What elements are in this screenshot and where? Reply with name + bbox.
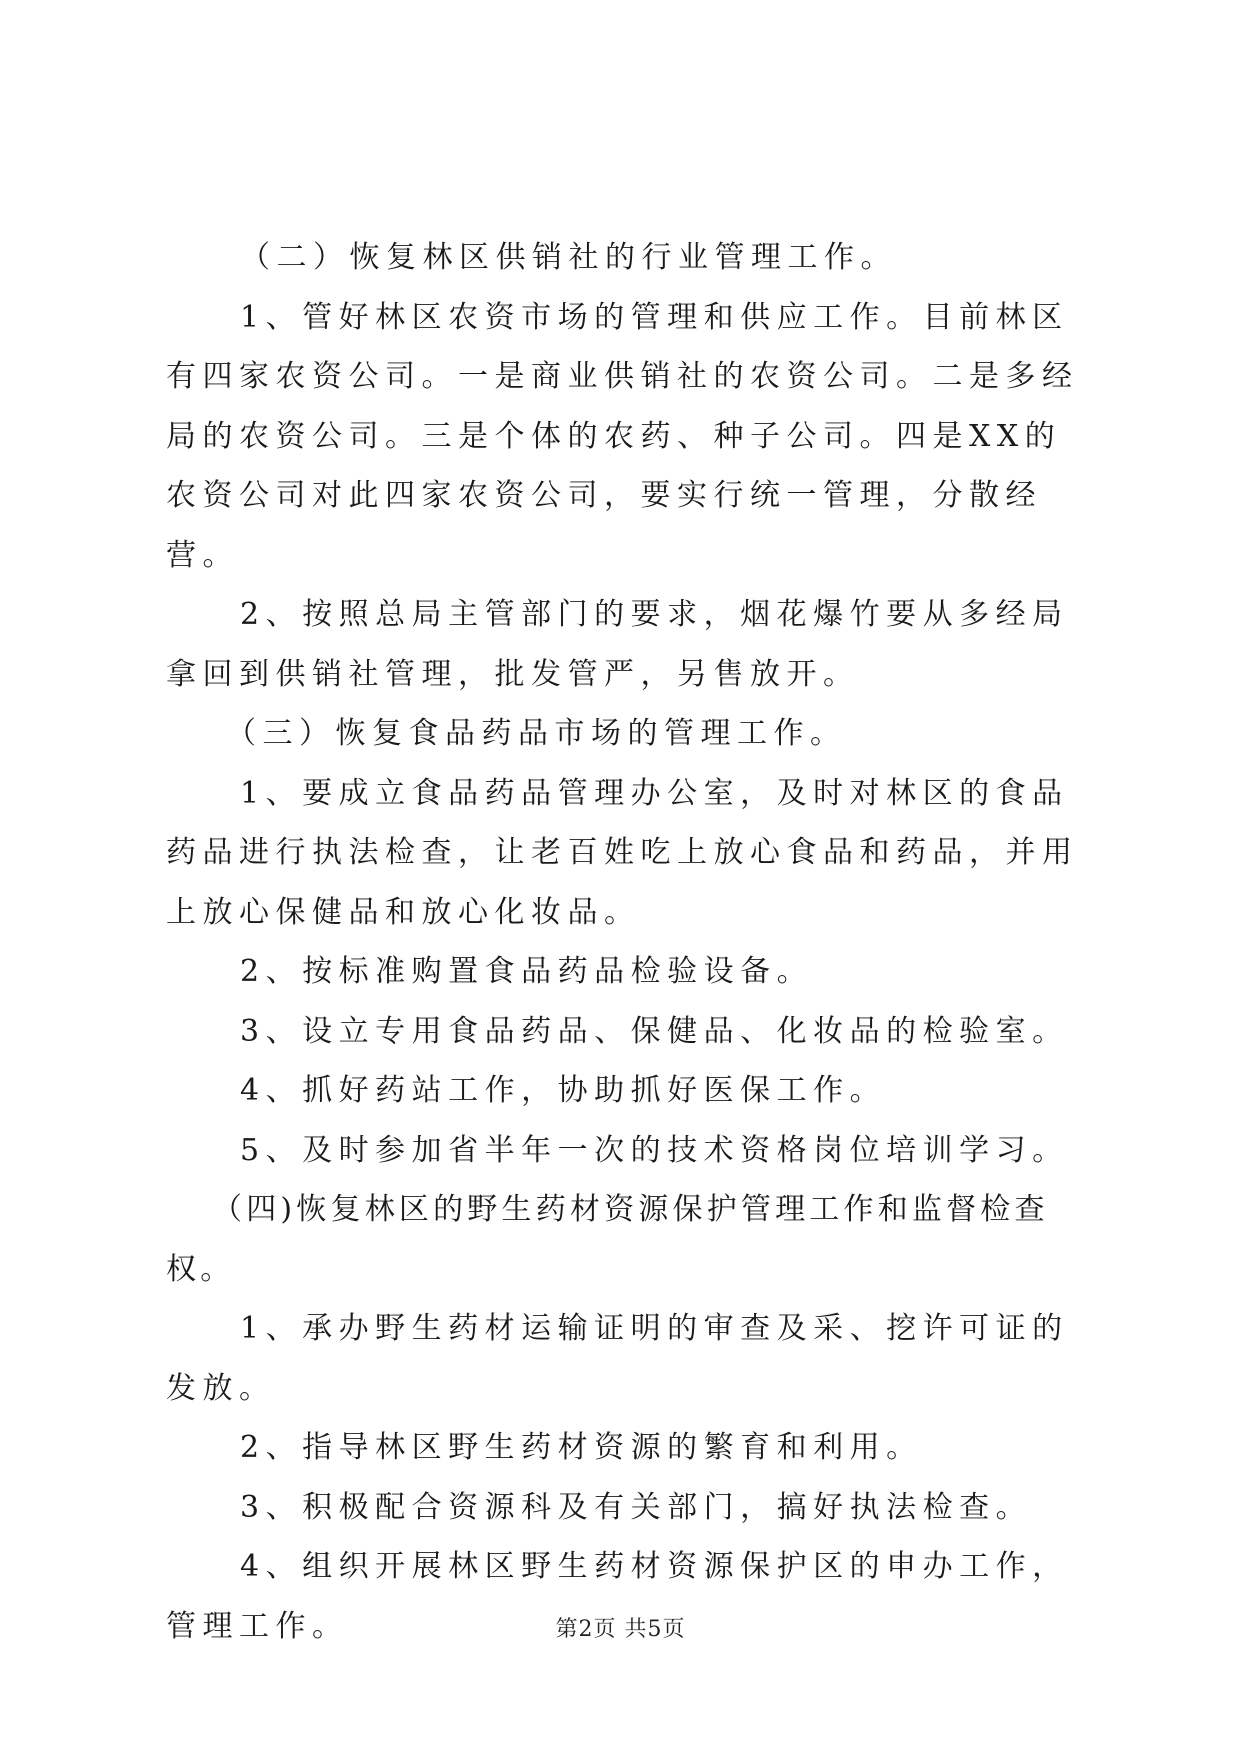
- paragraph: 2、指导林区野生药材资源的繁育和利用。: [240, 1430, 923, 1465]
- paragraph: 4、抓好药站工作，协助抓好医保工作。: [240, 1073, 887, 1108]
- paragraph: 3、设立专用食品药品、保健品、化妆品的检验室。: [240, 1013, 1069, 1049]
- paragraph: 5、及时参加省半年一次的技术资格岗位培训学习。: [240, 1132, 1069, 1168]
- page-footer: 第2页 共5页: [555, 1617, 686, 1642]
- paragraph: 2、按照总局主管部门的要求，烟花爆竹要从多经局拿回到供销社管理，批发管严，另售放开。: [166, 597, 1069, 692]
- paragraph: 3、积极配合资源科及有关部门，搞好执法检查。: [240, 1489, 1033, 1525]
- paragraph: 2、按标准购置食品药品检验设备。: [240, 954, 814, 989]
- section-heading-4: （四)恢复林区的野生药材资源保护管理工作和监督检查权。: [166, 1192, 1049, 1287]
- section-heading-3: （三）恢复食品药品市场的管理工作。: [226, 716, 847, 751]
- paragraph: 1、承办野生药材运输证明的审查及采、挖许可证的发放。: [166, 1311, 1069, 1406]
- paragraph: 4、组织开展林区野生药材资源保护区的申办工作，管理工作。: [166, 1549, 1069, 1644]
- document-body: [166, 228, 1086, 1656]
- paragraph: 1、要成立食品药品管理办公室，及时对林区的食品药品进行执法检查，让老百姓吃上放心食品和药品，并用上放心保健品和放心化妆品。: [166, 775, 1079, 930]
- paragraph: 1、管好林区农资市场的管理和供应工作。目前林区有四家农资公司。一是商业供销社的农资公司。二是多经局的农资公司。三是个体的农药、种子公司。四是XX的农资公司对此四家农资公司，要实行统一管理，分散经营。: [166, 299, 1079, 573]
- section-heading-2: （二）恢复林区供销社的行业管理工作。: [240, 240, 897, 275]
